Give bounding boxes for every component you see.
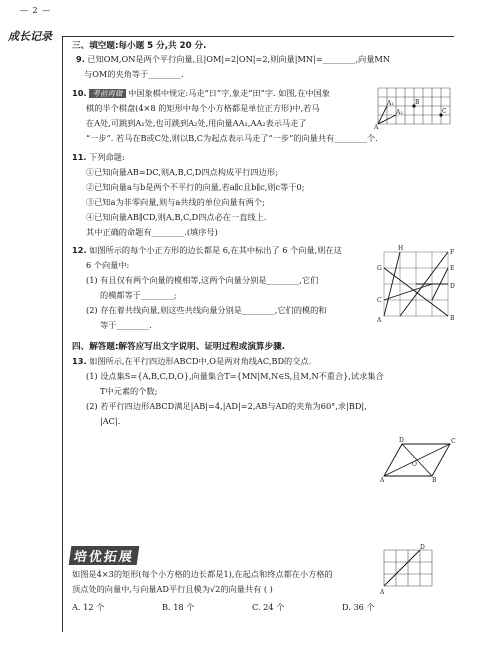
vector-grid-figure: [374, 244, 458, 328]
question-text: 如图是4×3的矩形(每个小方格的边长都是1),在起点和终点都在小方格的: [72, 569, 333, 579]
question-11: [72, 150, 452, 165]
question-text: (1) 设点集S={A,B,C,D,O},向量集合T={MN|M,N∈S,且M,N不重合},试求集合: [86, 371, 384, 381]
proposition-item: ②已知向量a与b是两个不平行的向量,若a∥c且b∥c,则c等于0;: [86, 182, 305, 192]
fig-label: A: [380, 589, 385, 596]
fig-label: O: [412, 461, 417, 468]
option-d: D. 36 个: [342, 602, 375, 612]
bonus-question: [72, 567, 412, 597]
question-text: 已知OM,ON是两个平行向量,且|OM|=2|ON|=2,则向量|MN|=________,向量MN: [87, 54, 390, 64]
bonus-options: [72, 600, 412, 615]
question-text: 在A处,可跳到A₁处,也可跳到A₂处,用向量AA₁,AA₂表示马走了: [86, 118, 307, 128]
proposition-item: ①已知向量AB=DC,则A,B,C,D四点构成平行四边形;: [86, 167, 278, 177]
question-tag: 考前再做: [89, 89, 125, 98]
question-10-final: “一步”. 若马在B或C处,则以B,C为起点表示马走了“一步”的向量共有________个.: [86, 133, 378, 143]
question-text: 下列命题:: [89, 152, 125, 162]
fig-label: A₁: [387, 100, 394, 107]
fig-label: C: [451, 438, 456, 445]
bonus-grid-figure: [378, 544, 440, 602]
chess-board-figure: [374, 84, 456, 130]
question-11-items: [86, 165, 456, 240]
question-text: (2) 存在着共线向量,则这些共线向量分别是________,它们的模的和: [86, 305, 327, 315]
fig-label: A₂: [396, 109, 403, 116]
fig-label: A: [374, 124, 379, 130]
fig-label: H: [398, 245, 404, 252]
bonus-section-banner: 培优拓展: [69, 546, 140, 565]
fig-label: C: [377, 297, 382, 304]
book-logo: 成长记录: [8, 30, 52, 43]
header-rule: [62, 36, 454, 37]
option-a: A. 12 个: [72, 602, 105, 612]
fig-label: D: [399, 437, 404, 444]
question-number: 13.: [72, 356, 87, 366]
question-9: [76, 52, 456, 82]
question-number: 10.: [72, 88, 87, 98]
fig-label: D: [450, 283, 455, 290]
page-number: — 2 —: [20, 6, 52, 15]
question-text: 如图所示的每个小正方形的边长都是 6,在其中标出了 6 个向量,则在这: [89, 245, 342, 255]
question-text: 棋的半个棋盘(4×8 的矩形中每个小方格都是单位正方形)中,若马: [86, 103, 320, 113]
fig-label: F: [450, 249, 455, 256]
question-number: 11.: [72, 152, 87, 162]
question-text: 中国象棋中规定:马走“日”字,象走“田”字. 如图,在中国象: [128, 88, 330, 98]
question-text: (1) 有且仅有两个向量的模相等,这两个向量分别是________,它们: [86, 275, 319, 285]
fig-label: B: [432, 477, 437, 482]
question-text: T中元素的个数;: [100, 386, 158, 396]
section-3-title: 三、填空题:每小题 5 分,共 20 分.: [72, 41, 207, 51]
option-c: C. 24 个: [252, 602, 285, 612]
question-text: 如图所示,在平行四边形ABCD中,O是两对角线AC,BD的交点.: [89, 356, 312, 366]
question-text: 6 个向量中:: [86, 260, 130, 270]
question-number: 9.: [76, 54, 85, 64]
fig-label: E: [450, 265, 455, 272]
question-text: 的模都等于________;: [100, 290, 177, 300]
question-12: [72, 243, 372, 333]
question-text: 顶点处的向量中,与向量AD平行且模为√2的向量共有 ( ): [72, 584, 273, 594]
question-10: [72, 86, 372, 131]
fig-label: A: [380, 477, 385, 482]
fig-label: B: [415, 99, 420, 106]
fig-label: A: [377, 317, 382, 324]
margin-rule: [62, 36, 63, 632]
fig-label: G: [377, 265, 382, 272]
option-b: B. 18 个: [162, 602, 195, 612]
proposition-item: ③已知a为非零向量,则与a共线的单位向量有两个;: [86, 197, 265, 207]
section-4-title: 四、解答题:解答应写出文字说明、证明过程或演算步骤.: [72, 342, 285, 352]
question-text: 等于________.: [100, 320, 152, 330]
question-number: 12.: [72, 245, 87, 255]
fig-label: C: [442, 108, 447, 115]
question-text: (2) 若平行四边形ABCD满足|AB|=4,|AD|=2,AB与AD的夹角为60°,求|BD|,: [86, 401, 367, 411]
fig-label: B: [450, 315, 455, 322]
fig-label: D: [420, 544, 425, 551]
question-answer-line: 其中正确的命题有________.(填序号): [86, 227, 218, 237]
question-text: 与OM的夹角等于________.: [84, 69, 184, 79]
question-13: [72, 354, 454, 429]
parallelogram-figure: [376, 436, 456, 482]
proposition-item: ④已知向量AB∥CD,则A,B,C,D四点必在一直线上.: [86, 212, 267, 222]
question-text: |AC|.: [100, 416, 121, 426]
